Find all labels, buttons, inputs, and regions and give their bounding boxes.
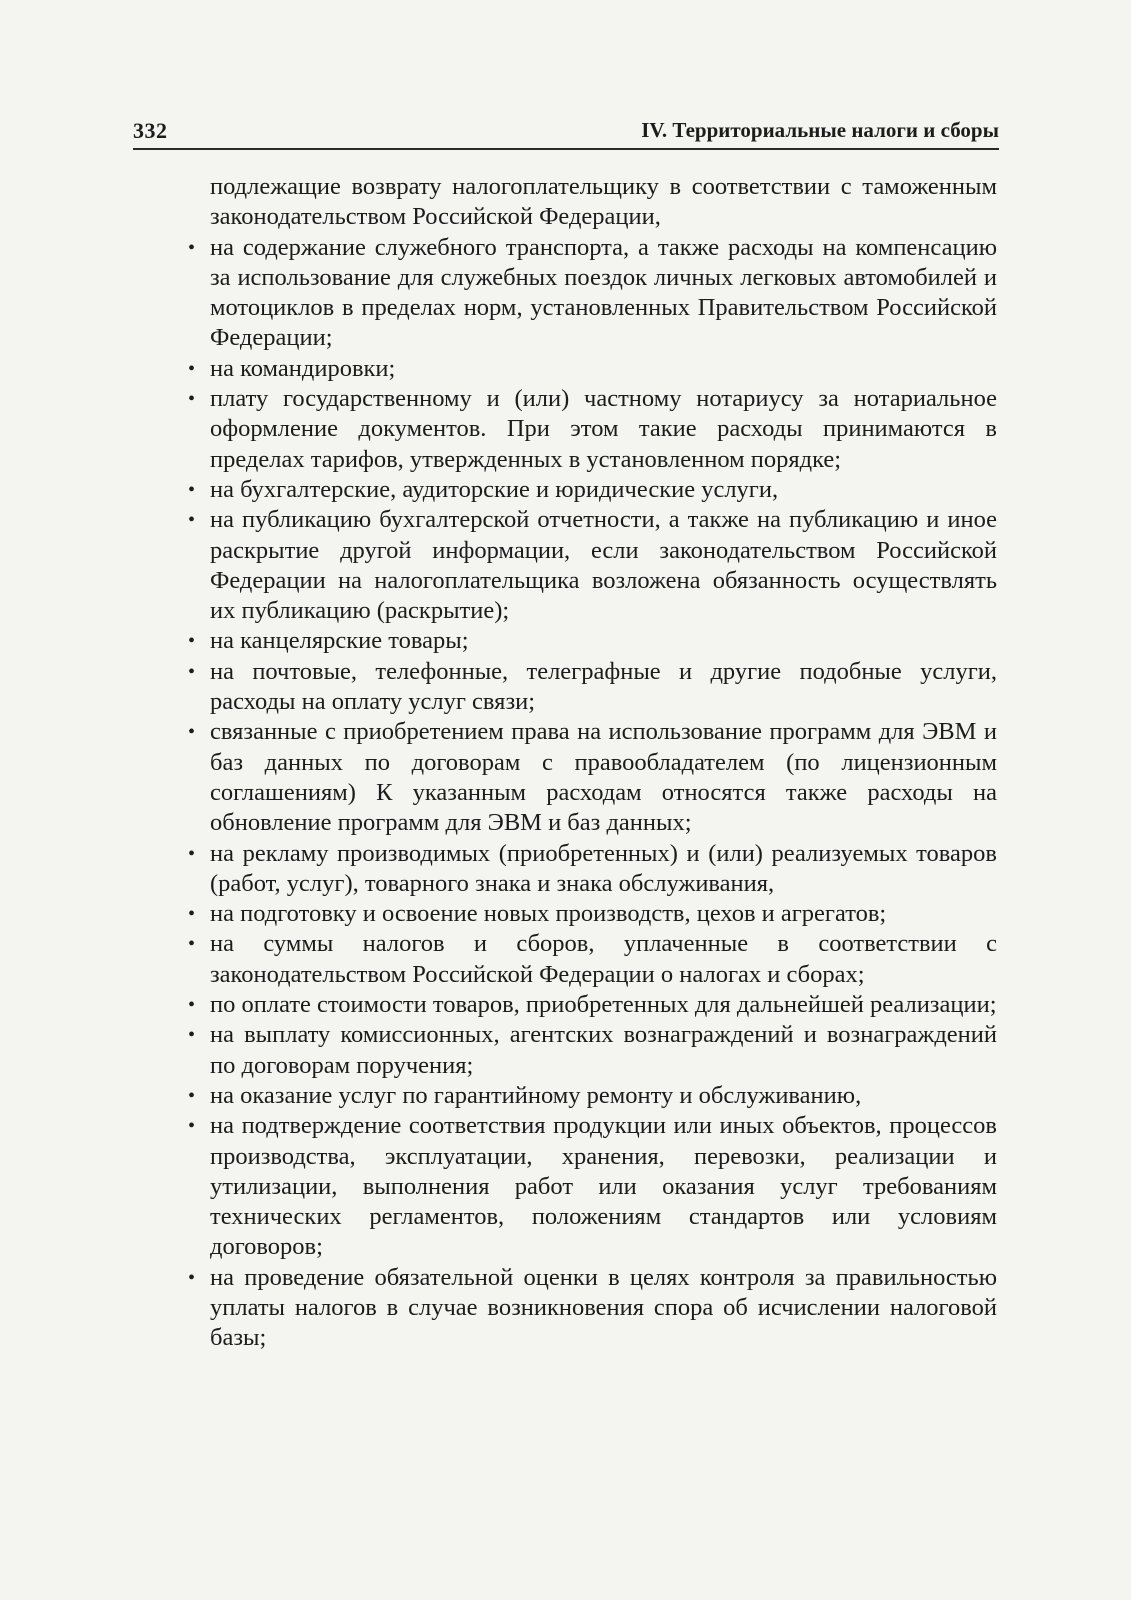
list-item [185,626,997,656]
bullet-icon: • [188,630,196,653]
list-item-text: на рекламу производимых (приобретенных) и (или) реализуемых товаров (работ, услуг), товарного знака и знака обслуживания, [210,839,997,897]
list-item [185,233,997,354]
bullet-icon: • [188,1084,196,1107]
list-item [185,384,997,475]
list-item [185,1020,997,1081]
bullet-icon: • [188,994,196,1017]
list-item-text: на бухгалтерские, аудиторские и юридические услуги, [210,475,779,503]
list-item [185,839,997,900]
list-item-text: на оказание услуг по гарантийному ремонту и обслуживанию, [210,1081,862,1109]
bullet-icon: • [188,933,196,956]
list-item [185,717,997,838]
list-item [185,899,997,929]
list-item-text: плату государственному и (или) частному нотариусу за нотариальное оформление документов. При этом такие расходы принимаются в пределах тарифов, утвержденных в установленном порядке; [210,385,997,473]
bullet-icon: • [188,1266,196,1289]
list-item-text: на канцелярские товары; [210,627,469,655]
list-item [185,475,997,505]
bullet-icon: • [188,357,196,380]
list-item [185,354,997,384]
bullet-icon: • [188,842,196,865]
list-item-text: на публикацию бухгалтерской отчетности, а также на публикацию и иное раскрытие другой информации, если законодательством Российской Федерации на налогоплательщика возложена обязанность осуществлять их публикацию (раскрытие); [210,506,997,625]
body-text [185,172,997,1354]
bullet-icon: • [188,388,196,411]
list-item [185,929,997,990]
running-head: IV. Территориальные налоги и сборы [641,118,999,142]
list-item-text: на командировки; [210,354,396,382]
bullet-icon: • [188,236,196,259]
list-item-text: на подготовку и освоение новых производств, цехов и агрегатов; [210,900,887,928]
list-item-text: на суммы налогов и сборов, уплаченные в соответствии с законодательством Российской Федерации о налогах и сборах; [210,930,997,988]
list-item-text: на проведение обязательной оценки в целях контроля за правильностью уплаты налогов в случае возникновения спора об исчислении налоговой базы; [210,1263,997,1352]
bullet-icon: • [188,1024,196,1047]
page-number: 332 [133,118,168,143]
list-item [185,1111,997,1262]
list-item-text: на выплату комиссионных, агентских вознаграждений и вознаграждений по договорам поручения; [210,1021,997,1079]
list-item [185,990,997,1020]
list-item [185,1081,997,1111]
list-item-text: на содержание служебного транспорта, а также расходы на компенсацию за использование для служебных поездок личных легковых автомобилей и мотоциклов в пределах норм, установленных Правительством Российской Федерации; [210,233,997,352]
list-item [185,1263,997,1354]
list-item [185,505,997,626]
bullet-icon: • [188,509,196,532]
list-item-text: по оплате стоимости товаров, приобретенных для дальнейшей реализации; [210,991,997,1019]
continuation-paragraph: подлежащие возврату налогоплательщику в соответствии с таможенным законодательством Российской Федерации, [210,173,997,231]
bullet-icon: • [188,660,196,683]
page-header [133,112,999,150]
list-item-text: на подтверждение соответствия продукции или иных объектов, процессов производства, эксплуатации, хранения, перевозки, реализации и утилизации, выполнения работ или оказания услуг требованиям технических регламентов, положениям стандартов или условиям договоров; [210,1112,997,1261]
bullet-icon: • [188,1115,196,1138]
expense-list [185,233,997,1354]
list-item-text: связанные с приобретением права на использование программ для ЭВМ и баз данных по договорам с правообладателем (по лицензионным соглашениям) К указанным расходам относятся также расходы на обновление программ для ЭВМ и баз данных; [210,718,997,837]
list-item [185,657,997,718]
bullet-icon: • [188,478,196,501]
bullet-icon: • [188,903,196,926]
bullet-icon: • [188,721,196,744]
list-item-text: на почтовые, телефонные, телеграфные и другие подобные услуги, расходы на оплату услуг связи; [210,657,997,716]
